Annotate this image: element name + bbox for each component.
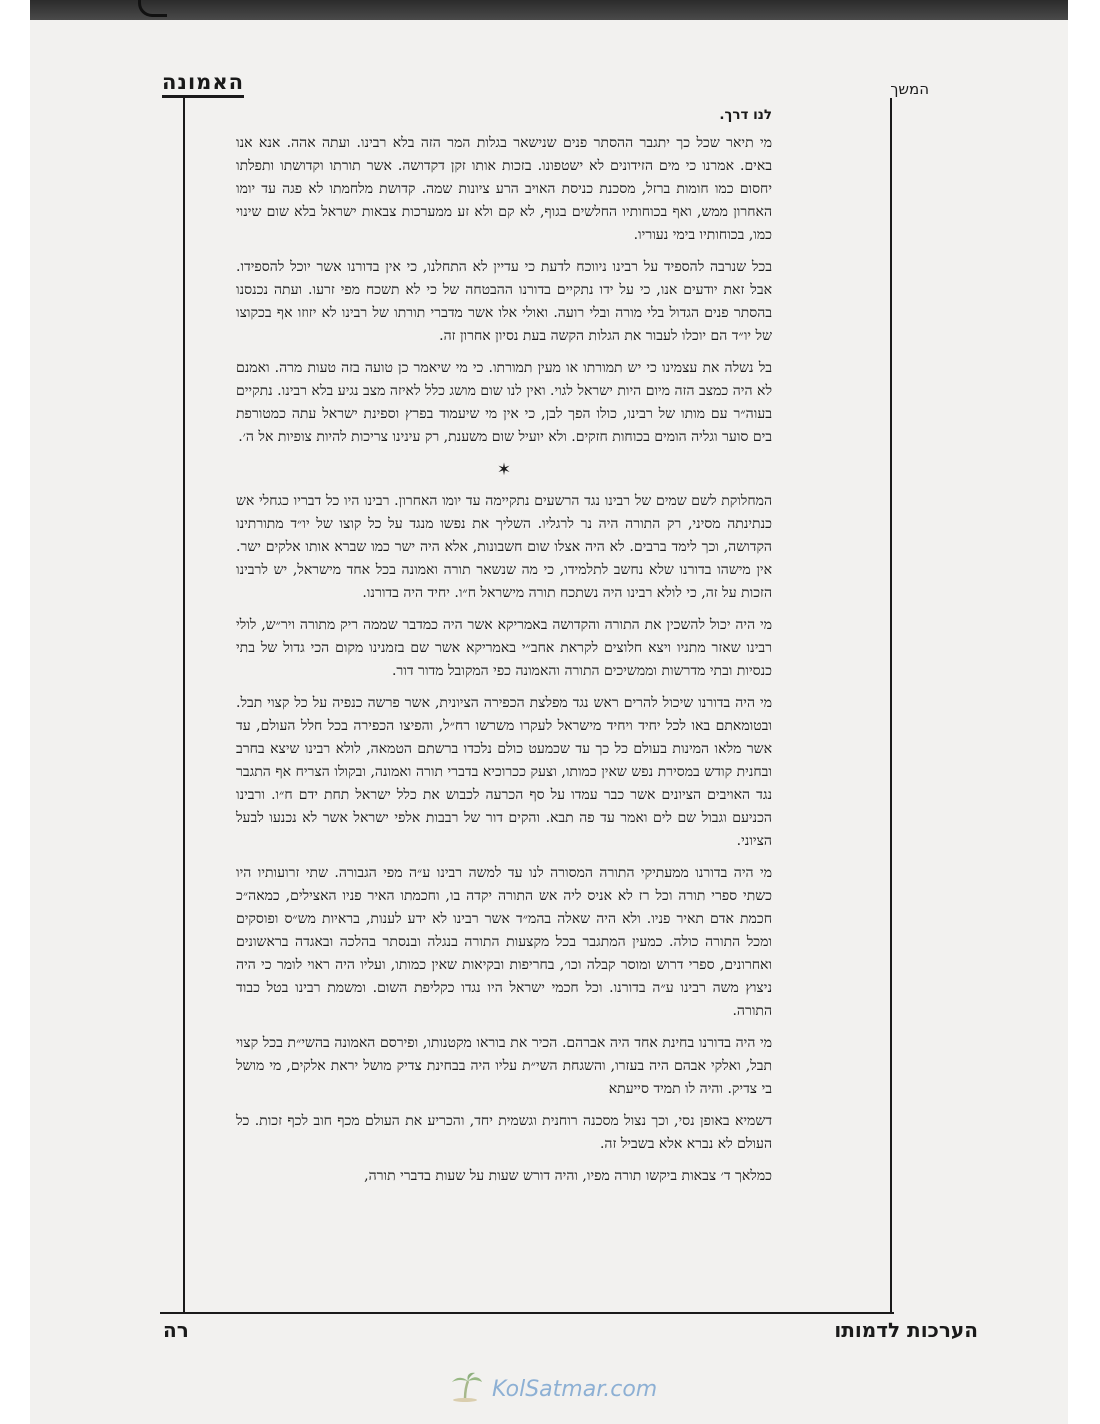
paragraph: מי היה בדורנו בחינת אחד היה אברהם. הכיר את בוראו מקטנותו, ופירסם האמונה בהשי״ת בכל קצוי תבל, ואלקי אבהם היה בעזרו, והשגחת השי״ת עליו היה בבחינת צדיק מושל יראת אלקים, מי מושל בי צדיק. והיה לו תמיד סייעתא bbox=[236, 1035, 772, 1097]
footer-title: הערכות לדמותו bbox=[834, 1318, 978, 1342]
paragraph: כמלאך ד׳ צבאות ביקשו תורה מפיו, והיה דורש שעות על שעות בדברי תורה, bbox=[364, 1168, 772, 1184]
watermark-text: KolSatmar.com bbox=[492, 1376, 658, 1402]
watermark bbox=[448, 1372, 657, 1406]
continued-label: המשך bbox=[890, 80, 929, 98]
paragraph: מי תיאר שכל כך יתגבר ההסתר פנים שנישאר בגלות המר הזה בלא רבינו. ועתה אהה. אנא אנו באים. אמרנו כי מים הזידונים לא ישטפונו. בזכות אותו זקן דקדושה. אשר תורתו וקדושתו ותפלתו יחסום כמו חומות ברזל, מסכנת כניסת האויב הרע ציונות שמה. קדושת מלחמתו לא פגה עד יומו האחרון ממש, ואף בכוחותיו החלשים בגוף, לא קם ולא זע ממערכות צבאות ישראל בלא שום שינוי כמו, בכוחותיו בימי נעוריו. bbox=[236, 135, 772, 243]
section-separator-icon: ✶ bbox=[496, 460, 512, 480]
paragraph: מי היה בדורנו ממעתיקי התורה המסורה לנו עד למשה רבינו ע״ה מפי הגבורה. שתי זרועותיו היו כשתי ספרי תורה וכל רז לא אניס ליה אש התורה יקדה בו, וחכמתו האיר פניו האצילים, כמאה״כ חכמת אדם תאיר פניו. ולא היה שאלה בהמ״ד אשר רבינו לא ידע לענות, בראיות מש״ס ופוסקים ומכל התורה כולה. כמעין המתגבר בכל מקצעות התורה בנגלה ובנסתר בהלכה ובאגדה בראשונים ואחרונים, ספרי דרוש ומוסר קבלה וכו׳, בחריפות ובקיאות שאין כמותו, ועליו היה ראוי לומר כי היה ניצוץ משה רבינו ע״ה בדורנו. וכל חכמי ישראל היו נגדו כקליפת השום. ומשמת רבינו בטל כבוד התורה. bbox=[236, 865, 772, 1019]
paragraph: מי היה יכול להשכין את התורה והקדושה באמריקא אשר היה כמדבר שממה ריק מתורה ויר״ש, לולי רבינו שאזר מתניו ויצא חלוצים לקראת אחב״י באמריקא אשר שם בזמנינו מקום הכי גדול של בתי כנסיות ובתי מדרשות וממשיכים התורה והאמונה כפי המקובל מדור דור. bbox=[236, 617, 772, 679]
palm-tree-icon bbox=[448, 1372, 484, 1406]
paragraph: בל נשלה את עצמינו כי יש תמורתו או מעין תמורתו. כי מי שיאמר כן טועה בזה טעות מרה. ואמנם לא היה כמצב הזה מיום היות ישראל לגוי. ואין לנו שום מושג כלל לאיזה מצב נגיע בלא רבינו. נתקיים בעוה״ר עם מותו של רבינו, כולו הפך לבן, כי אין מי שיעמוד בפרץ וספינת ישראל עתה כמטורפת בים סוער וגליה הומים בכוחות חזקים. ולא יועיל שום משענת, רק עינינו צריכות להיות צופיות אל ה׳. bbox=[236, 360, 772, 445]
scanner-edge bbox=[0, 0, 1100, 20]
paragraph: המחלוקת לשם שמים של רבינו נגד הרשעים נתקיימה עד יומו האחרון. רבינו היו כל דבריו כגחלי אש כנתינתה מסיני, רק התורה היה נר לרגליו. השליך את נפשו מנגד על כל קוצו של יו״ד מתורתינו הקדושה, וכך לימד ברבים. לא היה אצלו שום חשבונות, אלא היה ישר כמו שברא אותו אלקים ישר. אין מישהו בדורנו שלא נחשב לתלמידו, כי מה שנשאר תורה ואמונה בכל אחד מישראל, יש לרבינו הזכות על זה, כי לולא רבינו היה נשתכח תורה מישראל ח״ו. יחיד היה בדורנו. bbox=[236, 493, 772, 601]
scan-shadow bbox=[30, 0, 1068, 20]
paragraph: דשמיא באופן נסי, וכך נצול מסכנה רוחנית וגשמית יחד, והכריע את העולם מכף חוב לכף זכות. כל העולם לא נברא אלא בשביל זה. bbox=[236, 1113, 772, 1152]
paragraph: בכל שנרבה להספיד על רבינו ניווכח לדעת כי עדיין לא התחלנו, כי אין בדורנו אשר יוכל להספידו. אבל זאת יודעים אנו, כי על ידו נתקיים בדורנו ההבטחה של כי לא תשכח מפי זרעו. ועתה נכנסנו בהסתר פנים הגדול בלי מורה ובלי רועה. ואולי אלו אשר מדברי תורתו של רבינו לא יזוזו אף בכקוצו של יו״ד הם יוכלו לעבור את הגלות הקשה בעת נסיון אחרון זה. bbox=[236, 259, 772, 344]
page-number: רה bbox=[163, 1318, 189, 1342]
paragraph: מי היה בדורנו שיכול להרים ראש נגד מפלצת הכפירה הציונית, אשר פרשה כנפיה על כל קצוי תבל. ובטומאתם באו לכל יחיד ויחיד מישראל לעקרו משרשו רח״ל, והפיצו הכפירה בכל חלל העולם, עד אשר מלאו המינות בעולם כל כך עד שכמעט כולם נלכדו ברשתם הטמאה, לולא רבינו שיצא בחרב ובחנית קודש במסירת נפש שאין כמותו, וצעק ככרוכיא בדברי תורה ואמונה, ובקולו הצריח אף התגבר נגד האויבים הציונים אשר כבר עמדו על סף הכרעה לכבוש את כלל ישראל תחת ידם ח״ו. ורבינו הכניעם וגבול שם לים ואמר עד פה תבא. והקים דור של רבבות אלפי ישראל אשר לא נכנעו לבעל הציוני. bbox=[236, 695, 772, 849]
footer-rule bbox=[160, 1312, 894, 1314]
article-body bbox=[236, 104, 772, 1197]
opening-line: לנו דרך. bbox=[719, 107, 772, 123]
section-title: האמונה bbox=[162, 70, 244, 98]
